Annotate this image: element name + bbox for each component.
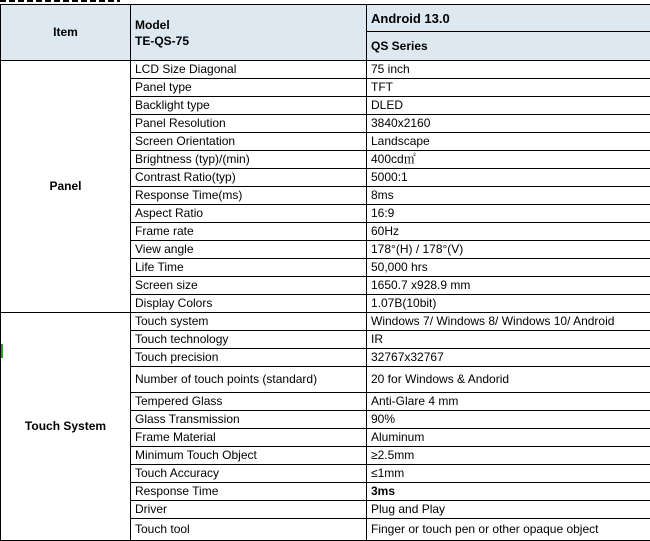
spec-value: Windows 7/ Windows 8/ Windows 10/ Android bbox=[367, 313, 650, 331]
spec-value: 1.07B(10bit) bbox=[367, 295, 650, 313]
model-label: Model bbox=[135, 17, 362, 33]
spec-label: Backlight type bbox=[131, 97, 367, 115]
spec-label: Aspect Ratio bbox=[131, 205, 367, 223]
spec-label: Number of touch points (standard) bbox=[131, 367, 367, 393]
spec-label: Frame Material bbox=[131, 429, 367, 447]
spec-value: 32767x32767 bbox=[367, 349, 650, 367]
spec-value: 16:9 bbox=[367, 205, 650, 223]
spec-value: DLED bbox=[367, 97, 650, 115]
spec-label: Minimum Touch Object bbox=[131, 447, 367, 465]
model-value: TE-QS-75 bbox=[135, 33, 362, 49]
spec-value: 178°(H) / 178°(V) bbox=[367, 241, 650, 259]
spec-value: 8ms bbox=[367, 187, 650, 205]
spec-label: Tempered Glass bbox=[131, 393, 367, 411]
spec-value: ≥2.5mm bbox=[367, 447, 650, 465]
spec-label: Touch system bbox=[131, 313, 367, 331]
spec-value: 5000:1 bbox=[367, 169, 650, 187]
spec-value: IR bbox=[367, 331, 650, 349]
item-header: Item bbox=[1, 5, 131, 61]
spec-value: Anti-Glare 4 mm bbox=[367, 393, 650, 411]
spec-value: 75 inch bbox=[367, 61, 650, 79]
spec-value: 90% bbox=[367, 411, 650, 429]
spec-label: View angle bbox=[131, 241, 367, 259]
spec-label: Life Time bbox=[131, 259, 367, 277]
spec-value: TFT bbox=[367, 79, 650, 97]
spec-label: Screen size bbox=[131, 277, 367, 295]
spec-label: Display Colors bbox=[131, 295, 367, 313]
model-header bbox=[131, 5, 367, 61]
spec-value: 50,000 hrs bbox=[367, 259, 650, 277]
spec-label: Frame rate bbox=[131, 223, 367, 241]
spec-value: 1650.7 x928.9 mm bbox=[367, 277, 650, 295]
spec-label: Touch technology bbox=[131, 331, 367, 349]
spec-value: Plug and Play bbox=[367, 501, 650, 519]
spec-label: Panel Resolution bbox=[131, 115, 367, 133]
spec-label: Driver bbox=[131, 501, 367, 519]
spec-label: Response Time(ms) bbox=[131, 187, 367, 205]
spec-label: Brightness (typ)/(min) bbox=[131, 151, 367, 169]
spec-label: Touch precision bbox=[131, 349, 367, 367]
spec-table bbox=[0, 4, 650, 541]
spec-label: Glass Transmission bbox=[131, 411, 367, 429]
spec-value: Landscape bbox=[367, 133, 650, 151]
spec-value: Finger or touch pen or other opaque object bbox=[367, 519, 650, 541]
group-panel: Panel bbox=[1, 61, 131, 313]
spec-value: 20 for Windows & Andorid bbox=[367, 367, 650, 393]
spec-label: Touch tool bbox=[131, 519, 367, 541]
group-touch-system: Touch System bbox=[1, 313, 131, 541]
spec-label: Response Time bbox=[131, 483, 367, 501]
spec-value: 3ms bbox=[367, 483, 650, 501]
spec-label: Contrast Ratio(typ) bbox=[131, 169, 367, 187]
spec-label: LCD Size Diagonal bbox=[131, 61, 367, 79]
os-version-header: Android 13.0 bbox=[367, 5, 650, 32]
spec-value: ≤1mm bbox=[367, 465, 650, 483]
spec-value: 400cd㎡ bbox=[367, 151, 650, 169]
spec-label: Panel type bbox=[131, 79, 367, 97]
spec-value: 60Hz bbox=[367, 223, 650, 241]
series-header: QS Series bbox=[367, 32, 650, 61]
spec-value: Aluminum bbox=[367, 429, 650, 447]
spec-label: Touch Accuracy bbox=[131, 465, 367, 483]
spec-value: 3840x2160 bbox=[367, 115, 650, 133]
spec-label: Screen Orientation bbox=[131, 133, 367, 151]
